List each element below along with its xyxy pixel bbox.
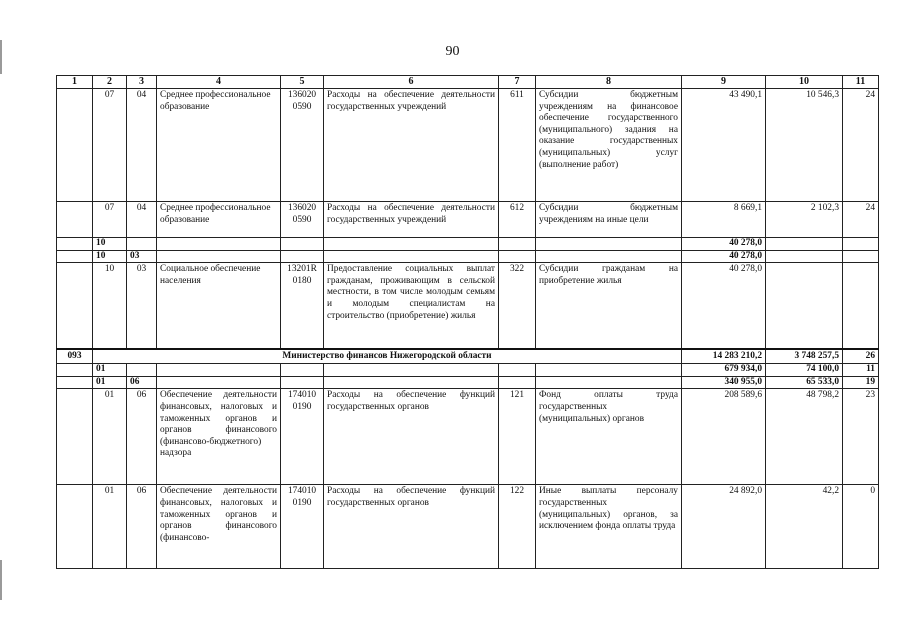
cell-ministry-code bbox=[57, 376, 93, 389]
cell-section: 10 bbox=[93, 263, 127, 349]
cell-expense-type-name bbox=[536, 250, 682, 263]
cell-target-article bbox=[281, 376, 324, 389]
cell-expense-type-name: Фонд оплаты труда государственных (муниципальных) органов bbox=[536, 389, 682, 485]
cell-ministry-code bbox=[57, 389, 93, 485]
cell-ministry-code bbox=[57, 364, 93, 377]
cell-subsection-name: Обеспечение деятельности финансовых, налоговых и таможенных органов и органов финансового (финансово- bbox=[157, 485, 281, 569]
cell-subsection-name bbox=[157, 376, 281, 389]
table-row bbox=[57, 485, 879, 569]
cell-expense-type: 611 bbox=[499, 89, 536, 202]
cell-subsection-name bbox=[157, 364, 281, 377]
cell-ministry-code bbox=[57, 263, 93, 349]
cell-subsection-name bbox=[157, 250, 281, 263]
cell-amount-plan: 8 669,1 bbox=[682, 202, 766, 238]
budget-table bbox=[56, 75, 879, 569]
cell-amount-plan: 679 934,0 bbox=[682, 364, 766, 377]
cell-amount-actual: 2 102,3 bbox=[766, 202, 843, 238]
cell-expense-type: 612 bbox=[499, 202, 536, 238]
cell-expense-type bbox=[499, 364, 536, 377]
cell-target-article: 136020 0590 bbox=[281, 202, 324, 238]
column-header: 4 bbox=[157, 76, 281, 89]
cell-amount-plan: 40 278,0 bbox=[682, 238, 766, 251]
cell-amount-plan: 208 589,6 bbox=[682, 389, 766, 485]
cell-target-article bbox=[281, 250, 324, 263]
cell-amount-plan: 40 278,0 bbox=[682, 263, 766, 349]
cell-amount-plan: 40 278,0 bbox=[682, 250, 766, 263]
cell-subsection bbox=[127, 238, 157, 251]
cell-expense-type-name bbox=[536, 238, 682, 251]
cell-target-article-name bbox=[324, 364, 499, 377]
cell-amount-actual: 10 546,3 bbox=[766, 89, 843, 202]
table-row bbox=[57, 202, 879, 238]
column-header: 1 bbox=[57, 76, 93, 89]
cell-ministry-code bbox=[57, 250, 93, 263]
cell-subsection-name bbox=[157, 238, 281, 251]
cell-subsection: 03 bbox=[127, 263, 157, 349]
column-header: 3 bbox=[127, 76, 157, 89]
cell-section: 07 bbox=[93, 89, 127, 202]
cell-ministry-code bbox=[57, 238, 93, 251]
cell-target-article: 13201R 0180 bbox=[281, 263, 324, 349]
cell-amount-actual: 74 100,0 bbox=[766, 364, 843, 377]
cell-target-article: 136020 0590 bbox=[281, 89, 324, 202]
cell-target-article: 174010 0190 bbox=[281, 485, 324, 569]
subtotal-row bbox=[57, 238, 879, 251]
left-edge-mark-bottom bbox=[0, 560, 2, 600]
cell-amount-plan: 14 283 210,2 bbox=[682, 349, 766, 364]
cell-subsection-name: Обеспечение деятельности финансовых, налоговых и таможенных органов и органов финансового (финансово-бюджетного) надзора bbox=[157, 389, 281, 485]
cell-section: 01 bbox=[93, 364, 127, 377]
cell-percent bbox=[843, 263, 879, 349]
cell-target-article-name: Предоставление социальных выплат гражданам, проживающим в сельской местности, в том числе молодым семьям и молодым специалистам на строительство (приобретение) жилья bbox=[324, 263, 499, 349]
cell-amount-actual: 48 798,2 bbox=[766, 389, 843, 485]
column-header: 10 bbox=[766, 76, 843, 89]
cell-expense-type bbox=[499, 376, 536, 389]
table-row bbox=[57, 389, 879, 485]
cell-amount-actual: 65 533,0 bbox=[766, 376, 843, 389]
cell-amount-plan: 43 490,1 bbox=[682, 89, 766, 202]
cell-subsection-name: Среднее профессиональное образование bbox=[157, 89, 281, 202]
cell-target-article-name bbox=[324, 238, 499, 251]
cell-subsection: 06 bbox=[127, 389, 157, 485]
cell-percent: 11 bbox=[843, 364, 879, 377]
cell-amount-actual: 3 748 257,5 bbox=[766, 349, 843, 364]
cell-expense-type-name: Субсидии гражданам на приобретение жилья bbox=[536, 263, 682, 349]
ministry-title: Министерство финансов Нижегородской области bbox=[93, 349, 682, 364]
column-header: 6 bbox=[324, 76, 499, 89]
header-row bbox=[57, 76, 879, 89]
cell-percent: 26 bbox=[843, 349, 879, 364]
cell-subsection: 04 bbox=[127, 89, 157, 202]
cell-percent bbox=[843, 238, 879, 251]
cell-expense-type bbox=[499, 238, 536, 251]
cell-amount-actual bbox=[766, 250, 843, 263]
cell-expense-type-name bbox=[536, 364, 682, 377]
cell-subsection bbox=[127, 364, 157, 377]
cell-section: 01 bbox=[93, 485, 127, 569]
table-row bbox=[57, 263, 879, 349]
cell-amount-actual bbox=[766, 263, 843, 349]
subtotal-row bbox=[57, 364, 879, 377]
cell-target-article-name bbox=[324, 376, 499, 389]
cell-expense-type bbox=[499, 250, 536, 263]
cell-section: 07 bbox=[93, 202, 127, 238]
cell-percent: 0 bbox=[843, 485, 879, 569]
cell-subsection: 04 bbox=[127, 202, 157, 238]
cell-percent: 24 bbox=[843, 202, 879, 238]
page-number: 90 bbox=[445, 44, 460, 59]
cell-target-article-name: Расходы на обеспечение функций государственных органов bbox=[324, 389, 499, 485]
cell-section: 01 bbox=[93, 389, 127, 485]
cell-subsection: 06 bbox=[127, 485, 157, 569]
cell-percent: 24 bbox=[843, 89, 879, 202]
column-header: 5 bbox=[281, 76, 324, 89]
cell-amount-actual bbox=[766, 238, 843, 251]
cell-percent: 23 bbox=[843, 389, 879, 485]
cell-subsection-name: Среднее профессиональное образование bbox=[157, 202, 281, 238]
column-header: 8 bbox=[536, 76, 682, 89]
cell-target-article bbox=[281, 364, 324, 377]
cell-percent: 19 bbox=[843, 376, 879, 389]
cell-section: 01 bbox=[93, 376, 127, 389]
ministry-row bbox=[57, 349, 879, 364]
column-header: 11 bbox=[843, 76, 879, 89]
cell-amount-actual: 42,2 bbox=[766, 485, 843, 569]
table-row bbox=[57, 89, 879, 202]
cell-target-article-name: Расходы на обеспечение функций государственных органов bbox=[324, 485, 499, 569]
cell-target-article-name: Расходы на обеспечение деятельности государственных учреждений bbox=[324, 89, 499, 202]
column-header: 9 bbox=[682, 76, 766, 89]
subtotal-row bbox=[57, 376, 879, 389]
column-header: 7 bbox=[499, 76, 536, 89]
cell-percent bbox=[843, 250, 879, 263]
subtotal-row bbox=[57, 250, 879, 263]
cell-target-article-name bbox=[324, 250, 499, 263]
cell-subsection: 06 bbox=[127, 376, 157, 389]
cell-amount-plan: 340 955,0 bbox=[682, 376, 766, 389]
cell-expense-type-name: Субсидии бюджетным учреждениям на финансовое обеспечение государственного (муниципального) задания на оказание государственных (муниципальных) услуг (выполнение работ) bbox=[536, 89, 682, 202]
cell-expense-type-name: Субсидии бюджетным учреждениям на иные цели bbox=[536, 202, 682, 238]
cell-expense-type-name: Иные выплаты персоналу государственных (муниципальных) органов, за исключением фонда оплаты труда bbox=[536, 485, 682, 569]
cell-expense-type: 122 bbox=[499, 485, 536, 569]
cell-ministry-code: 093 bbox=[57, 349, 93, 364]
cell-target-article: 174010 0190 bbox=[281, 389, 324, 485]
cell-amount-plan: 24 892,0 bbox=[682, 485, 766, 569]
cell-subsection: 03 bbox=[127, 250, 157, 263]
cell-section: 10 bbox=[93, 238, 127, 251]
cell-target-article-name: Расходы на обеспечение деятельности государственных учреждений bbox=[324, 202, 499, 238]
cell-expense-type: 322 bbox=[499, 263, 536, 349]
cell-expense-type-name bbox=[536, 376, 682, 389]
cell-ministry-code bbox=[57, 89, 93, 202]
cell-expense-type: 121 bbox=[499, 389, 536, 485]
column-header: 2 bbox=[93, 76, 127, 89]
cell-section: 10 bbox=[93, 250, 127, 263]
cell-target-article bbox=[281, 238, 324, 251]
cell-ministry-code bbox=[57, 202, 93, 238]
cell-subsection-name: Социальное обеспечение населения bbox=[157, 263, 281, 349]
cell-ministry-code bbox=[57, 485, 93, 569]
